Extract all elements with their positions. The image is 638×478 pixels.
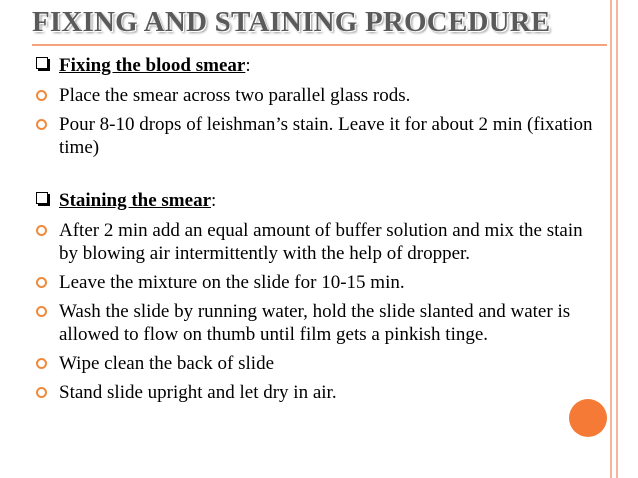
list-item [34,271,600,294]
ring-bullet-icon [36,358,47,369]
section-heading-suffix: : [245,55,251,76]
ring-bullet-icon [36,387,47,398]
decorative-circle [569,399,607,437]
side-line [610,0,612,478]
list-item [34,113,600,159]
list-item-text: Place the smear across two parallel glass rods. [59,85,411,106]
list-item [34,381,600,404]
section-heading-suffix: : [211,190,217,211]
ring-bullet-icon [36,306,47,317]
section-heading-text: Fixing the blood smear [59,55,246,76]
list-item [34,352,600,375]
decorative-side-lines [610,0,620,478]
square-bullet-icon [36,57,49,70]
ring-bullet-icon [36,119,47,130]
ring-bullet-icon [36,90,47,101]
list-item [34,219,600,265]
list-item [34,300,600,346]
section-heading-staining [34,189,600,212]
list-item-text: After 2 min add an equal amount of buffer solution and mix the stain by blowing air intermittently with the help of dropper. [59,220,583,264]
square-bullet-icon [36,192,49,205]
list-item [34,84,600,107]
slide-content [34,54,600,410]
ring-bullet-icon [36,225,47,236]
section-heading-fixing [34,54,600,77]
list-item-text: Wipe clean the back of slide [59,353,275,374]
list-item-text: Wash the slide by running water, hold the slide slanted and water is allowed to flow on thumb until film gets a pinkish tinge. [59,301,571,345]
section-heading-text: Staining the smear [59,190,211,211]
title-divider [32,44,607,46]
list-item-text: Leave the mixture on the slide for 10-15 min. [59,272,405,293]
list-item-text: Stand slide upright and let dry in air. [59,382,337,403]
slide-title: FIXING AND STAINING PROCEDURE [32,6,551,38]
side-line [616,0,618,478]
list-item-text: Pour 8-10 drops of leishman’s stain. Leave it for about 2 min (fixation time) [59,114,593,158]
ring-bullet-icon [36,277,47,288]
